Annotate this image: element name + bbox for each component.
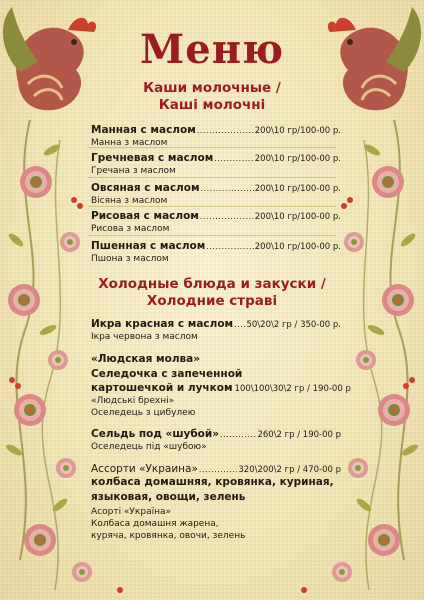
item-name: Гречневая с маслом (91, 152, 214, 164)
menu-item (91, 318, 341, 342)
dot-leader (234, 320, 245, 329)
section-title-porridge-ru: Каши молочные / (143, 80, 281, 96)
divider (88, 206, 336, 207)
menu-item (91, 352, 351, 418)
item-price: 200\10 гр/100-00 р. (254, 212, 341, 222)
section-title-cold-dishes (70, 276, 354, 310)
item-price: 100\100\30\2 гр / 190-00 р (234, 384, 351, 394)
item-price: 50\20\2 гр / 350-00 р. (246, 320, 341, 330)
item-price: 260\2 гр / 190-00 р (257, 430, 341, 440)
item-translation: Асорті «Україна» (91, 507, 171, 517)
dot-leader (206, 242, 253, 251)
divider (88, 177, 336, 178)
item-translation: Пшона з маслом (91, 254, 169, 264)
item-name: Пшенная с маслом (91, 240, 206, 252)
item-description: языковая, овощи, зелень (91, 491, 246, 503)
item-translation: «Людські брехні» (91, 396, 175, 406)
item-name: Ассорти «Украина» (91, 463, 198, 475)
item-description: колбаса домашняя, кровянка, куриная, (91, 476, 334, 488)
item-translation: куряча, кровянка, овочи, зелень (91, 531, 246, 541)
item-translation: Оселедець під «шубою» (91, 442, 207, 452)
divider (88, 235, 336, 236)
item-translation: Манна з маслом (91, 138, 168, 148)
menu-item (91, 240, 341, 264)
menu-item (91, 428, 341, 452)
item-name: Манная с маслом (91, 124, 196, 136)
section-title-cold-ua: Холодние страві (146, 293, 278, 309)
menu-item (91, 210, 341, 234)
dot-leader (197, 126, 254, 135)
item-price: 200\10 гр/100-00 р. (254, 126, 341, 136)
section-title-porridge (100, 80, 324, 114)
item-name-line: Селедочка с запеченной (91, 368, 243, 380)
menu-title: Меню (139, 26, 285, 73)
section-title-porridge-ua: Каші молочні (158, 97, 266, 113)
dot-leader (200, 212, 254, 221)
item-price: 200\10 гр/100-00 р. (254, 242, 341, 252)
item-translation: Гречана з маслом (91, 166, 176, 176)
dot-leader (199, 465, 237, 474)
menu-item (91, 463, 341, 541)
item-name-line: «Людская молва» (91, 353, 201, 365)
item-name: Овсяная с маслом (91, 182, 200, 194)
item-name: Сельдь под «шубой» (91, 428, 219, 440)
dot-leader (201, 184, 254, 193)
item-name: Рисовая с маслом (91, 210, 199, 222)
item-price: 320\200\2 гр / 470-00 р (238, 465, 341, 475)
section-title-cold-ru: Холодные блюда и закуски / (98, 276, 326, 292)
item-translation: Колбаса домашня жарена, (91, 519, 219, 529)
item-translation: Вісяна з маслом (91, 196, 168, 206)
dot-leader (214, 154, 253, 163)
menu-item (91, 152, 341, 176)
menu-item (91, 182, 341, 206)
item-price: 200\10 гр/100-00 р. (254, 154, 341, 164)
divider (88, 147, 336, 148)
item-translation: Рисова з маслом (91, 224, 170, 234)
menu-item (91, 124, 341, 148)
item-translation: Оселедець з цибулею (91, 408, 196, 418)
item-name: Икра красная с маслом (91, 318, 234, 330)
dot-leader (220, 430, 256, 439)
item-name: картошечкой и лучком (91, 382, 233, 394)
item-translation: Ікра червона з маслом (91, 332, 198, 342)
item-price: 200\10 гр/100-00 р. (254, 184, 341, 194)
